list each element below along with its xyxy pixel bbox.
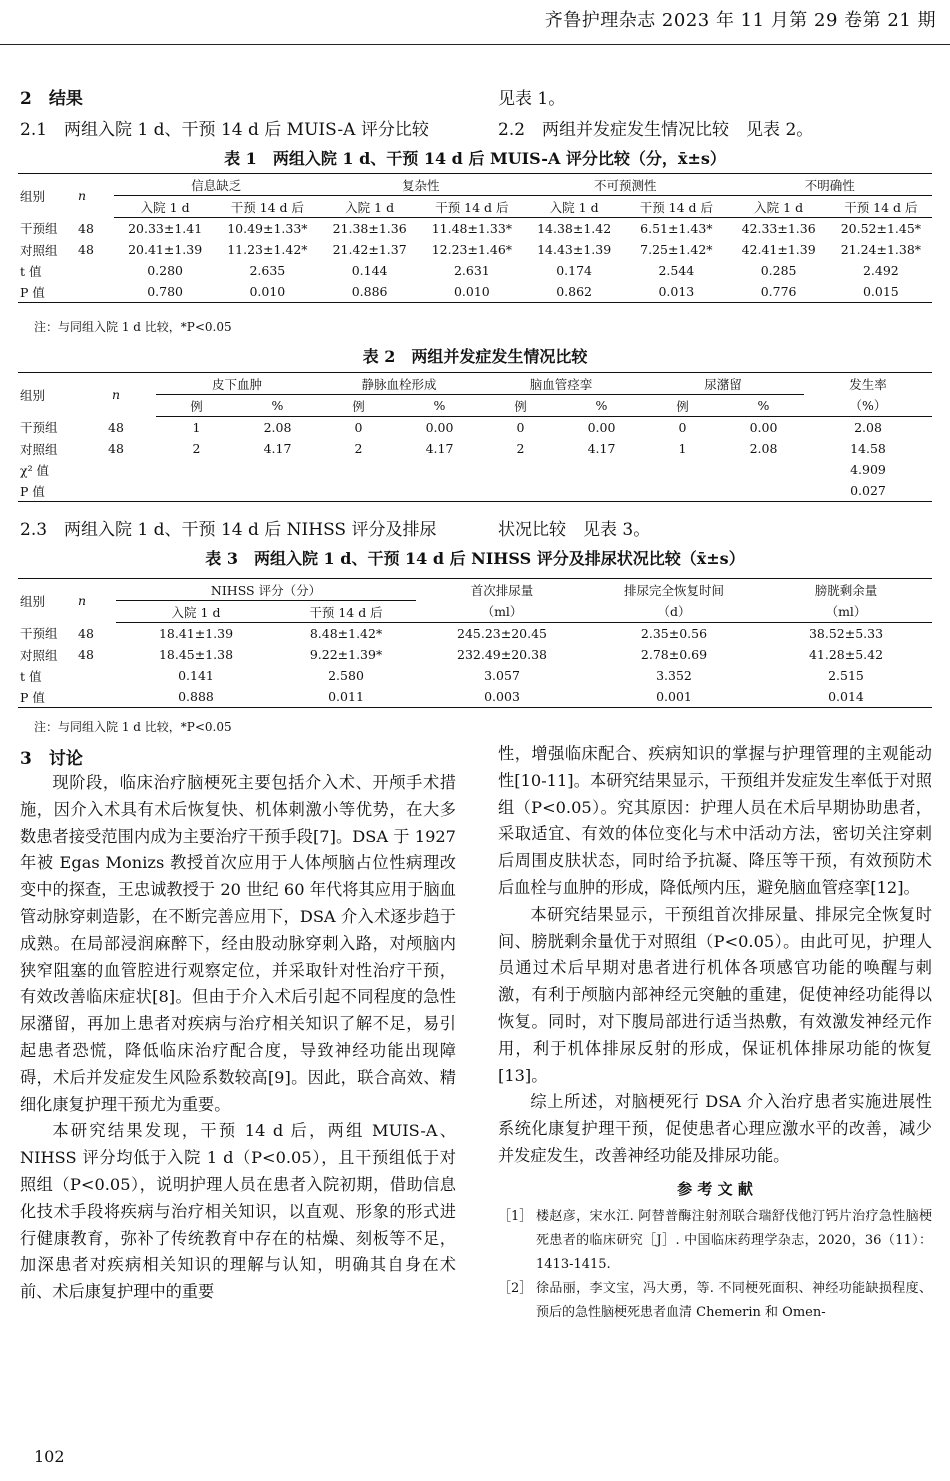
table2-group-header: 脑血管痉挛 (480, 373, 642, 395)
table-cell: 0 (354, 420, 363, 435)
table-cell: 2.635 (249, 263, 286, 278)
table1-sub-header: 入院 1 d (319, 196, 421, 218)
table-cell: 3.057 (484, 668, 520, 683)
row-label: P 值 (18, 281, 76, 303)
table-cell: 14.43±1.39 (537, 242, 612, 257)
page-number: 102 (34, 1447, 65, 1466)
table-row (18, 644, 932, 665)
table3-nihss-header: NIHSS 评分（分） (116, 579, 416, 601)
body-paragraph: 现阶段，临床治疗脑梗死主要包括介入术、开颅手术措施，因介入术具有术后恢复快、机体刺激小等优势，在大多数患者接受范围内成为主要治疗干预手段[7]。DSA 于 1927 年被 Egas Monizs 教授首次应用于人体颅脑占位性病理改变中的探查，王忠诚教授于 20 世纪 60 年代将其应用于脑血管动脉穿刺造影，在不断完善应用下，DSA 介入术逐步趋于成熟。在局部浸润麻醉下，经由股动脉穿刺入路，对颅脑内狭窄阻塞的血管腔进行观察定位，并采取针对性治疗干预，有效改善临床症状[8]。但由于介入术后引起不同程度的急性尿潴留，再加上患者对疾病与治疗相关知识了解不足，易引起患者恐慌，降低临床治疗配合度，导致神经功能出现障碍，术后并发症发生风险系数较高[9]。因此，联合高效、精细化康复护理干预尤为重要。 (20, 773, 456, 1114)
table-cell: 232.49±20.38 (457, 647, 547, 662)
table2-sub-header: 例 (642, 395, 723, 417)
table-cell: 2.544 (658, 263, 695, 278)
table-cell (237, 459, 318, 480)
table-cell: 0.862 (523, 281, 625, 303)
table-cell: 2.492 (862, 263, 899, 278)
table-cell (723, 480, 804, 502)
table3-header-group: 组别 (18, 579, 76, 623)
table-cell: 245.23±20.45 (457, 626, 547, 641)
table-cell: 10.49±1.33* (227, 221, 308, 236)
body-paragraph: 综上所述，对脑梗死行 DSA 介入治疗患者实施进展性系统化康复护理干预，促使患者心理应激水平的改善，减少并发症发生，改善神经功能及排尿功能。 (498, 1092, 932, 1165)
table3-recovery-time-header: 排尿完全恢复时间 (588, 579, 760, 601)
reference-text: 楼赵彦，宋水江. 阿替普酶注射剂联合瑞舒伐他汀钙片治疗急性脑梗死患者的临床研究［J］. 中国临床药理学杂志，2020，36（11）：1413-1415. (536, 1208, 932, 1272)
table-cell: 0.280 (147, 263, 184, 278)
left-column (20, 770, 456, 1306)
row-n (76, 260, 114, 281)
table-cell (723, 459, 804, 480)
table-cell (642, 480, 723, 502)
table1-note: 注：与同组入院 1 d 比较，*P<0.05 (34, 320, 232, 334)
row-n: 48 (78, 242, 94, 257)
table-cell: 3.352 (656, 668, 692, 683)
table2-group-header: 静脉血栓形成 (318, 373, 480, 395)
reference-list (498, 1205, 932, 1325)
table-cell: 0.001 (588, 686, 760, 708)
table3-first-void-unit: （ml） (416, 601, 588, 623)
table-cell: 4.17 (425, 441, 454, 456)
table-cell: 2.08 (263, 420, 292, 435)
header-rule (0, 44, 950, 45)
table-cell: 2.35±0.56 (640, 626, 708, 641)
table-cell: 2.580 (328, 668, 364, 683)
table-cell: 11.23±1.42* (227, 242, 308, 257)
table-cell (156, 459, 237, 480)
table-cell: 0.010 (421, 281, 523, 303)
table-cell: 1 (678, 441, 687, 456)
table-cell: 21.24±1.38* (840, 242, 922, 257)
row-n (76, 281, 114, 303)
section-2-3-continuation: 状况比较 见表 3。 (498, 520, 651, 540)
section-2-heading: 2 结果 (20, 89, 83, 109)
table1-group-header: 不明确性 (728, 174, 933, 196)
table-cell (318, 459, 399, 480)
table2-sub-header: % (399, 395, 480, 417)
table-cell: 2 (516, 441, 525, 456)
table-cell: 9.22±1.39* (309, 647, 383, 662)
table-cell (237, 480, 318, 502)
table-cell (156, 480, 237, 502)
reference-text: 徐品丽，李文宝，冯大勇，等. 不同梗死面积、神经功能缺损程度、预后的急性脑梗死患者血清 Chemerin 和 Omen- (536, 1280, 932, 1320)
row-label: 干预组 (20, 626, 58, 642)
table1-group-header: 复杂性 (319, 174, 524, 196)
table-row (18, 480, 932, 502)
table-cell: 0.010 (216, 281, 318, 303)
section-2-1-heading: 2.1 两组入院 1 d、干预 14 d 后 MUIS-A 评分比较 (20, 120, 429, 140)
table-cell: 0.776 (728, 281, 830, 303)
table-row (18, 686, 932, 708)
row-label: 干预组 (20, 420, 58, 436)
table3-header-n: n (76, 579, 116, 623)
table-cell (561, 480, 642, 502)
table2-group-header: 皮下血肿 (156, 373, 318, 395)
row-n: 48 (108, 419, 124, 435)
table2-rate-unit: （%） (804, 395, 932, 417)
table-row (18, 438, 932, 459)
body-paragraph: 本研究结果显示，干预组首次排尿量、排尿完全恢复时间、膀胱剩余量优于对照组（P<0.05）。由此可见，护理人员通过术后早期对患者进行机体各项感官功能的唤醒与刺激，有利于颅脑内部神经元突触的重建，促使神经功能得以恢复。同时，对下腹局部进行适当热敷，有效激发神经元作用，利于机体排尿反射的形成，保证机体排尿功能的恢复[13]。 (498, 904, 932, 1085)
table-cell: 38.52±5.33 (808, 626, 884, 641)
table-cell: 2.78±0.69 (640, 647, 708, 662)
table-cell: 0.285 (760, 263, 797, 278)
table-cell: 41.28±5.42 (808, 647, 884, 662)
table2-group-header: 尿潴留 (642, 373, 804, 395)
row-n (76, 480, 156, 502)
table-cell: 2 (192, 441, 201, 456)
table3-recovery-time-unit: （d） (588, 601, 760, 623)
table-cell (642, 459, 723, 480)
table-cell: 6.51±1.43* (640, 221, 713, 236)
table-cell (480, 480, 561, 502)
table1-group-header: 不可预测性 (523, 174, 728, 196)
table2-header-group: 组别 (18, 373, 76, 417)
table1-sub-header: 入院 1 d (114, 196, 216, 218)
row-n: 48 (108, 441, 124, 456)
table-row (18, 218, 932, 240)
section-3-heading: 3 讨论 (20, 749, 83, 769)
table-cell (399, 480, 480, 502)
table1-sub-header: 入院 1 d (728, 196, 830, 218)
table-cell: 21.42±1.37 (332, 242, 407, 257)
rate-cell: 14.58 (850, 441, 886, 456)
table-cell: 0.014 (760, 686, 932, 708)
table-cell (561, 459, 642, 480)
table2 (18, 372, 932, 502)
table-cell: 2.631 (453, 263, 490, 278)
row-label: P 值 (18, 686, 76, 708)
table-cell: 18.45±1.38 (158, 647, 234, 662)
rate-cell: 2.08 (854, 420, 882, 435)
table-row (18, 417, 932, 439)
table1-sub-header: 干预 14 d 后 (625, 196, 727, 218)
row-n: 48 (78, 647, 94, 662)
table-cell: 4.17 (263, 441, 292, 456)
table1-sub-header: 干预 14 d 后 (216, 196, 318, 218)
references-title: 参 考 文 献 (677, 1179, 753, 1198)
table3-caption: 表 3 两组入院 1 d、干预 14 d 后 NIHSS 评分及排尿状况比较（x̄±s） (205, 549, 745, 568)
table2-sub-header: 例 (156, 395, 237, 417)
section-2-3-heading: 2.3 两组入院 1 d、干预 14 d 后 NIHSS 评分及排尿 (20, 520, 437, 540)
table-cell: 0 (678, 420, 687, 435)
table-cell: 12.23±1.46* (431, 242, 513, 257)
table-cell: 2.08 (749, 441, 778, 456)
table-cell: 11.48±1.33* (431, 221, 513, 236)
table-cell: 0.144 (351, 263, 388, 278)
row-label: 对照组 (20, 242, 58, 258)
table-cell: 2 (354, 441, 363, 456)
row-label: P 值 (18, 480, 76, 502)
right-column (498, 741, 932, 1325)
reference-number: ［1］ (498, 1208, 533, 1224)
table3 (18, 578, 932, 708)
table-cell: 0 (516, 420, 525, 435)
rate-cell: 0.027 (804, 480, 932, 502)
table-cell: 20.52±1.45* (840, 221, 922, 236)
row-label: 对照组 (20, 441, 58, 457)
table-cell: 0.888 (116, 686, 276, 708)
table-cell: 0.174 (556, 263, 593, 278)
reference-number: ［2］ (498, 1280, 533, 1296)
table-cell: 0.00 (425, 420, 454, 435)
row-label: t 值 (20, 263, 42, 279)
row-label: 干预组 (20, 221, 58, 237)
table-cell: 0.013 (625, 281, 727, 303)
table3-first-void-header: 首次排尿量 (416, 579, 588, 601)
table-cell: 0.141 (178, 668, 214, 683)
table-cell (399, 459, 480, 480)
section-2-1-continuation: 见表 1。 (498, 89, 566, 109)
table-cell: 20.41±1.39 (128, 242, 203, 257)
table-cell: 21.38±1.36 (332, 221, 407, 236)
table1-caption: 表 1 两组入院 1 d、干预 14 d 后 MUIS-A 评分比较（分，x̄±s） (224, 149, 726, 168)
table-cell: 0.015 (830, 281, 932, 303)
table-cell (318, 480, 399, 502)
table1-sub-header: 入院 1 d (523, 196, 625, 218)
table-cell: 20.33±1.41 (128, 221, 203, 236)
table-cell: 42.33±1.36 (741, 221, 816, 236)
table-cell (480, 459, 561, 480)
table-cell: 1 (192, 420, 201, 435)
table-row (18, 459, 932, 480)
table3-sub-header: 干预 14 d 后 (276, 601, 416, 623)
table3-residual-header: 膀胱剩余量 (760, 579, 932, 601)
journal-header: 齐鲁护理杂志 2023 年 11 月第 29 卷第 21 期 (544, 10, 936, 31)
table2-sub-header: % (723, 395, 804, 417)
table2-sub-header: % (237, 395, 318, 417)
table-row (18, 623, 932, 645)
table-cell: 2.515 (828, 668, 864, 683)
row-n: 48 (78, 625, 94, 641)
row-label: t 值 (20, 668, 42, 684)
table-cell: 0.011 (276, 686, 416, 708)
table1-header-group: 组别 (18, 174, 76, 218)
table2-caption: 表 2 两组并发症发生情况比较 (362, 347, 588, 366)
table-row (18, 239, 932, 260)
table-row (18, 281, 932, 303)
reference-item (498, 1277, 932, 1325)
row-n: 48 (78, 220, 94, 236)
reference-item (498, 1205, 932, 1277)
row-n (76, 459, 156, 480)
row-n (76, 665, 116, 686)
rate-cell: 4.909 (850, 462, 886, 477)
table-cell: 0.780 (114, 281, 216, 303)
table-row (18, 665, 932, 686)
section-2-2-heading: 2.2 两组并发症发生情况比较 见表 2。 (498, 120, 814, 140)
table1 (18, 173, 932, 303)
table2-header-n: n (76, 373, 156, 417)
table-cell: 0.00 (587, 420, 616, 435)
body-paragraph: 性，增强临床配合、疾病知识的掌握与护理管理的主观能动性[10-11]。本研究结果显示，干预组并发症发生率低于对照组（P<0.05）。究其原因：护理人员在术后早期协助患者，采取适宜、有效的体位变化与术中活动方法，密切关注穿刺后周围皮肤状态，同时给予抗凝、降压等干预，有效预防术后血栓与血肿的形成，降低颅内压，避免脑血管痉挛[12]。 (498, 744, 932, 897)
table-row (18, 260, 932, 281)
body-paragraph: 本研究结果发现，干预 14 d 后，两组 MUIS-A、NIHSS 评分均低于入院 1 d（P<0.05），且干预组低于对照组（P<0.05），说明护理人员在患者入院初期，借助信息化技术手段将疾病与治疗相关知识，以直观、形象的形式进行健康教育，弥补了传统教育中存在的枯燥、刻板等不足，加深患者对疾病相关知识的理解与认知，明确其自身在术前、术后康复护理中的重要 (20, 1121, 456, 1302)
table3-sub-header: 入院 1 d (116, 601, 276, 623)
table2-sub-header: % (561, 395, 642, 417)
table1-group-header: 信息缺乏 (114, 174, 319, 196)
table-cell: 42.41±1.39 (741, 242, 816, 257)
table1-sub-header: 干预 14 d 后 (421, 196, 523, 218)
table-cell: 0.00 (749, 420, 778, 435)
table3-note: 注：与同组入院 1 d 比较，*P<0.05 (34, 720, 232, 734)
table1-sub-header: 干预 14 d 后 (830, 196, 932, 218)
table1-header-n: n (76, 174, 114, 218)
table2-rate-header: 发生率 (804, 373, 932, 395)
row-label: 对照组 (20, 647, 58, 663)
table-cell: 8.48±1.42* (309, 626, 383, 641)
table-cell: 0.003 (416, 686, 588, 708)
table2-sub-header: 例 (480, 395, 561, 417)
row-label: χ² 值 (20, 462, 50, 478)
row-n (76, 686, 116, 708)
table-cell: 18.41±1.39 (158, 626, 234, 641)
table-cell: 14.38±1.42 (537, 221, 612, 236)
table2-sub-header: 例 (318, 395, 399, 417)
table-cell: 7.25±1.42* (640, 242, 713, 257)
table-cell: 4.17 (587, 441, 616, 456)
table3-residual-unit: （ml） (760, 601, 932, 623)
table-cell: 0.886 (319, 281, 421, 303)
